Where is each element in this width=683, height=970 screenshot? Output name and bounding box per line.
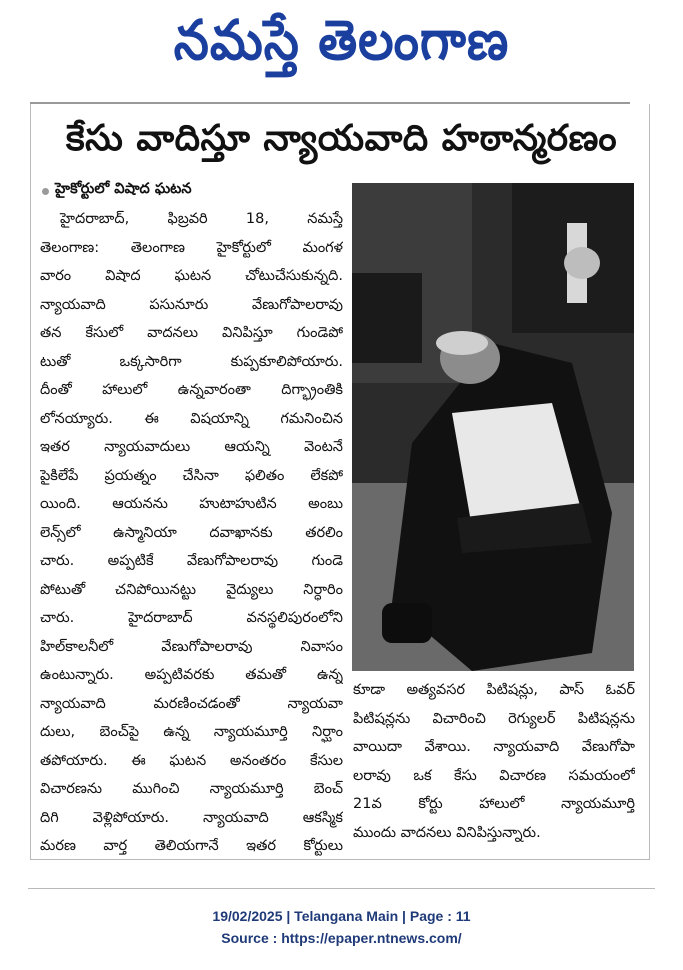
footer-date-page: 19/02/2025 | Telangana Main | Page : 11 xyxy=(212,908,471,924)
masthead xyxy=(0,4,683,90)
page-footer xyxy=(0,905,683,949)
article-text-line: పోటుతో చనిపోయినట్టు వైద్యులు నిర్ధారిం xyxy=(40,581,343,598)
article-text-line: న్యాయవాది పసునూరు వేణుగోపాలరావు xyxy=(40,296,343,313)
article-text-line: చారు. అప్పటికే వేణుగోపాలరావు గుండె xyxy=(40,553,343,569)
bottom-divider xyxy=(28,888,655,889)
article-text-line: దిగి వెళ్లిపోయారు. న్యాయవాది ఆకస్మిక xyxy=(40,809,343,826)
article-text-line: పైకిలేపే ప్రయత్నం చేసినా ఫలితం లేకపో xyxy=(40,467,343,484)
article-right-column xyxy=(353,676,635,847)
bullet-icon xyxy=(42,188,49,195)
article-text-line: హిల్‌కాలనీలో వేణుగోపాలరావు నివాసం xyxy=(40,638,343,655)
article-text-line: కూడా అత్యవసర పిటిషన్లు, పాస్ ఓవర్ xyxy=(353,682,635,698)
newspaper-logo: నమస్తే తెలంగాణ xyxy=(173,7,510,72)
article-text-line: ముందు వాదనలు వినిపిస్తున్నారు. xyxy=(353,824,541,841)
article-text-line: వారం విషాద ఘటన చోటుచేసుకున్నది. xyxy=(40,268,343,284)
article-text-line: చారు. హైదరాబాద్ వనస్థలిపురంలోని xyxy=(40,610,343,626)
article-text-line: ఉంటున్నారు. అప్పటివరకు తమతో ఉన్న xyxy=(40,667,343,683)
footer-source: Source : https://epaper.ntnews.com/ xyxy=(221,930,462,946)
article-text-line: తన కేసులో వాదనలు వినిపిస్తూ గుండెపో xyxy=(40,325,343,341)
article-text-line: ఇతర న్యాయవాదులు ఆయన్ని వెంటనే xyxy=(40,439,343,455)
article-text-line: లరావు ఒక కేసు విచారణ సమయంలో xyxy=(353,767,635,784)
article-text-line: దులు, బెంచ్‌పై ఉన్న న్యాయమూర్తి నిర్ఘాం xyxy=(40,724,343,740)
article-text-line: లెన్స్‌లో ఉస్మానియా దవాఖానకు తరలిం xyxy=(40,524,343,541)
article-text-line: పిటిషన్లను విచారించి రెగ్యులర్ పిటిషన్లను xyxy=(353,710,635,727)
article-text-line: హైదరాబాద్, ఫిబ్రవరి 18, నమస్తే xyxy=(60,211,343,227)
article-photo xyxy=(352,183,634,671)
article-text-line: విచారణను ముగించి న్యాయమూర్తి బెంచ్ xyxy=(40,781,343,797)
collapsed-lawyer-photo-icon xyxy=(352,183,634,671)
subhead-text: హైకోర్టులో విషాద ఘటన xyxy=(55,181,192,197)
article-text-line: వాయిదా వేశాయి. న్యాయవాది వేణుగోపా xyxy=(353,739,635,755)
article-text-line: మరణ వార్త తెలియగానే ఇతర కోర్టులు xyxy=(40,838,343,854)
article-text-line: యింది. ఆయనను హుటాహుటిన అంబు xyxy=(40,496,343,512)
article-text-line: న్యాయవాది మరణించడంతో న్యాయవా xyxy=(40,695,343,712)
article-text-line: లోనయ్యారు. ఈ విషయాన్ని గమనించిన xyxy=(40,410,343,427)
article-subhead xyxy=(42,180,192,202)
article-text-line: తెలంగాణ: తెలంగాణ హైకోర్టులో మంగళ xyxy=(40,239,343,256)
article-text-line: తపోయారు. ఈ ఘటన అనంతరం కేసుల xyxy=(40,752,343,769)
article-text-line: 21వ కోర్టు హాలులో న్యాయమూర్తి xyxy=(353,796,635,812)
article-text-line: టుతో ఒక్కసారిగా కుప్పకూలిపోయారు. xyxy=(40,353,343,370)
article-text-line: దీంతో హాలులో ఉన్నవారంతా దిగ్భ్రాంతికి xyxy=(40,382,343,398)
article-left-column xyxy=(40,205,343,861)
article-headline: కేసు వాదిస్తూ న్యాయవాది హఠాన్మరణం xyxy=(65,118,618,159)
